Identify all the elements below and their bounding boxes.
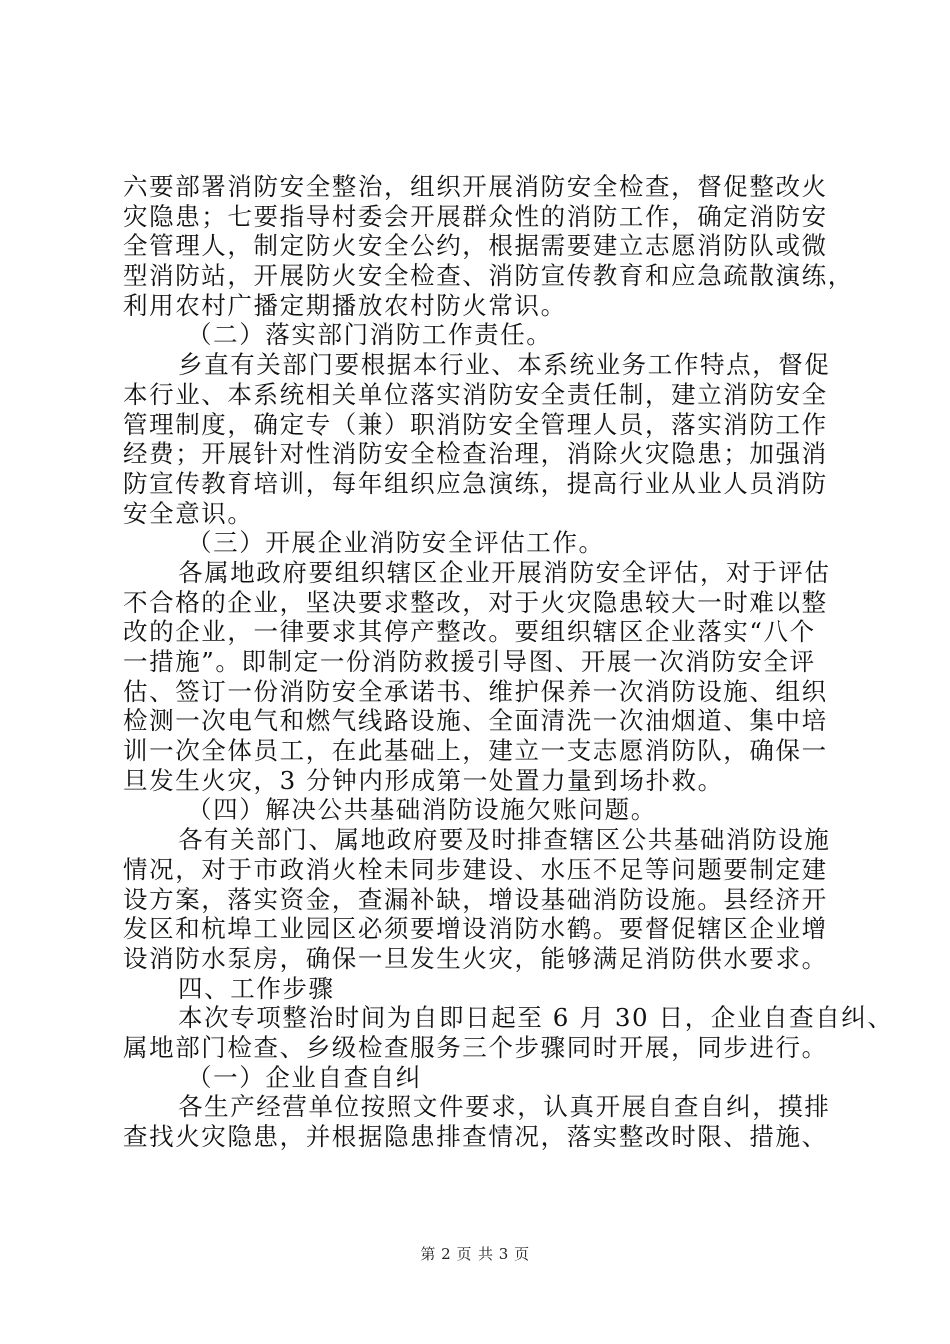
body-line: 本行业、本系统相关单位落实消防安全责任制，建立消防安全 bbox=[123, 379, 828, 409]
body-line: 检测一次电气和燃气线路设施、全面清洗一次油烟道、集中培 bbox=[123, 706, 828, 736]
paragraph-start: 各属地政府要组织辖区企业开展消防安全评估，对于评估 bbox=[178, 557, 831, 587]
body-line: 情况，对于市政消火栓未同步建设、水压不足等问题要制定建 bbox=[123, 854, 828, 884]
section-heading: （四）解决公共基础消防设施欠账问题。 bbox=[187, 795, 657, 825]
section-heading: （一）企业自查自纠 bbox=[187, 1062, 422, 1092]
body-line: 估、签订一份消防安全承诺书、维护保养一次消防设施、组织 bbox=[123, 676, 828, 706]
body-line: 灾隐患；七要指导村委会开展群众性的消防工作，确定消防安 bbox=[123, 201, 828, 231]
body-line: 训一次全体员工，在此基础上，建立一支志愿消防队，确保一 bbox=[123, 736, 828, 766]
paragraph-start: 各生产经营单位按照文件要求，认真开展自查自纠，摸排 bbox=[178, 1092, 831, 1122]
section-heading: （三）开展企业消防安全评估工作。 bbox=[187, 528, 605, 558]
body-line: 属地部门检查、乡级检查服务三个步骤同时开展，同步进行。 bbox=[123, 1032, 828, 1062]
body-line: 防宣传教育培训，每年组织应急演练，提高行业从业人员消防 bbox=[123, 468, 828, 498]
body-line: 旦发生火灾，3 分钟内形成第一处置力量到场扑救。 bbox=[123, 765, 724, 795]
body-line: 设消防水泵房，确保一旦发生火灾，能够满足消防供水要求。 bbox=[123, 943, 828, 973]
body-line: 利用农村广播定期播放农村防火常识。 bbox=[123, 290, 567, 320]
paragraph-start: 各有关部门、属地政府要及时排查辖区公共基础消防设施 bbox=[178, 825, 831, 855]
body-line: 管理制度，确定专（兼）职消防安全管理人员，落实消防工作 bbox=[123, 409, 828, 439]
paragraph-start: 本次专项整治时间为自即日起至 6 月 30 日，企业自查自纠、 bbox=[178, 1003, 894, 1033]
body-line: 查找火灾隐患，并根据隐患排查情况，落实整改时限、措施、 bbox=[123, 1122, 828, 1151]
paragraph-start: 乡直有关部门要根据本行业、本系统业务工作特点，督促 bbox=[178, 350, 831, 380]
page-number: 第 2 页 bbox=[420, 1245, 472, 1263]
body-line: 全管理人，制定防火安全公约，根据需要建立志愿消防队或微 bbox=[123, 231, 828, 261]
body-line: 六要部署消防安全整治，组织开展消防安全检查，督促整改火 bbox=[123, 172, 828, 201]
body-line: 经费；开展针对性消防安全检查治理，消除火灾隐患；加强消 bbox=[123, 439, 828, 469]
section-heading: 四、工作步骤 bbox=[178, 973, 335, 1003]
page-total: 共 3 页 bbox=[478, 1245, 530, 1263]
document-body bbox=[123, 172, 894, 1152]
body-line: 改的企业，一律要求其停产整改。要组织辖区企业落实“八个 bbox=[123, 617, 816, 647]
body-line: 一措施”。即制定一份消防救援引导图、开展一次消防安全评 bbox=[123, 647, 816, 676]
page-footer bbox=[0, 1244, 950, 1264]
body-line: 不合格的企业，坚决要求整改，对于火灾隐患较大一时难以整 bbox=[123, 587, 828, 617]
section-heading: （二）落实部门消防工作责任。 bbox=[187, 320, 553, 350]
body-line: 安全意识。 bbox=[123, 498, 254, 528]
body-line: 型消防站，开展防火安全检查、消防宣传教育和应急疏散演练， bbox=[123, 261, 854, 291]
body-line: 设方案，落实资金，查漏补缺，增设基础消防设施。县经济开 bbox=[123, 884, 828, 914]
body-line: 发区和杭埠工业园区必须要增设消防水鹤。要督促辖区企业增 bbox=[123, 914, 828, 944]
